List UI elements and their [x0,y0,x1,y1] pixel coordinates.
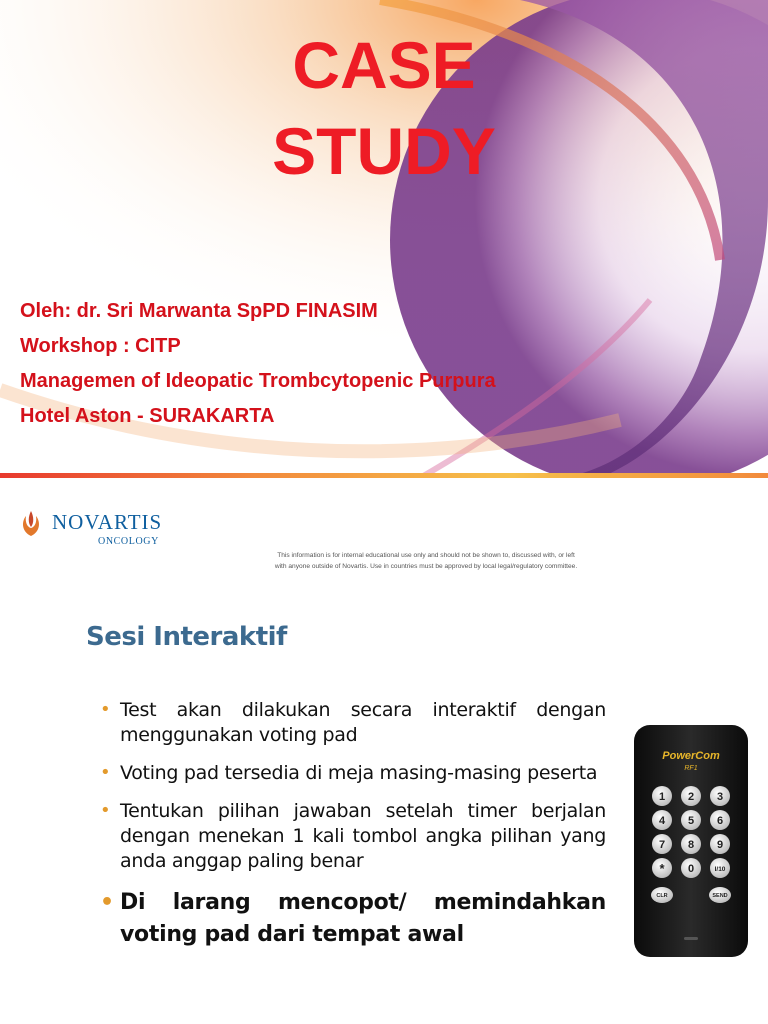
svg-text:5: 5 [687,815,695,827]
svg-text:SEND: SEND [712,893,728,899]
venue-line: Hotel Aston - SURAKARTA [20,405,275,427]
bullet-icon: • [100,762,111,783]
svg-text:CLR: CLR [656,893,668,899]
slide-title [200,22,568,194]
slide-sesi-interaktif [0,478,768,1024]
bullet-icon: • [100,890,114,915]
bullet-text: Voting pad tersedia di meja masing-masing peserta [120,762,598,784]
logo-subtitle: ONCOLOGY [98,536,159,547]
bullet-text: Test akan dilakukan secara interaktif dengan menggunakan voting pad [120,699,606,746]
key-4 [652,810,672,830]
bullet-icon: • [100,800,111,821]
svg-text:*: * [659,861,665,876]
bullet-text: Di larang mencopot/ memindahkan voting pad dari tempat awal [120,890,606,947]
key-1 [652,786,672,806]
svg-text:3: 3 [716,791,724,803]
remote-brand: PowerCom [662,750,720,762]
bullet-list [96,698,606,964]
presenter-info [20,300,540,437]
key-clr [651,887,673,903]
bullet-item [96,698,606,748]
disclaimer [226,550,626,572]
svg-text:6: 6 [716,815,724,827]
svg-text:1: 1 [658,791,666,803]
bullet-item-warning [96,887,606,951]
title-line-1: CASE [292,28,476,102]
svg-text:I/10: I/10 [714,866,726,873]
slide-case-study [0,0,768,478]
svg-text:8: 8 [687,839,695,851]
svg-text:0: 0 [687,863,695,875]
key-9 [710,834,730,854]
key-5 [681,810,701,830]
svg-text:4: 4 [658,815,666,827]
bullet-icon: • [100,699,111,720]
presenter-line: Oleh: dr. Sri Marwanta SpPD FINASIM [20,300,378,322]
key-send [709,887,731,903]
logo-wordmark: NOVARTIS [52,510,163,534]
bullet-item [96,761,606,786]
key-0 [681,858,701,878]
workshop-line: Workshop : CITP [20,335,181,357]
key-6 [710,810,730,830]
bullet-text: Tentukan pilihan jawaban setelah timer berjalan dengan menekan 1 kali tombol angka pilihan yang anda anggap paling benar [120,800,606,872]
remote-model: RF1 [684,765,698,772]
title-line-2: STUDY [272,114,496,188]
novartis-logo [16,504,196,554]
key-8 [681,834,701,854]
key-star [652,858,672,878]
svg-text:2: 2 [687,791,695,803]
novartis-flame-icon [16,508,46,538]
disclaimer-line-2: with anyone outside of Novartis. Use in countries must be approved by local legal/regulatory committee. [274,563,578,570]
svg-text:9: 9 [716,839,724,851]
section-heading: Sesi Interaktif [86,622,287,652]
disclaimer-line-1: This information is for internal educational use only and should not be shown to, discussed with, or left [277,552,575,559]
topic-line: Managemen of Ideopatic Trombcytopenic Purpura [20,370,496,392]
key-2 [681,786,701,806]
svg-text:7: 7 [658,839,666,851]
key-7 [652,834,672,854]
remote-led [684,937,698,940]
key-3 [710,786,730,806]
voting-pad-image [632,723,750,959]
key-i10 [710,858,730,878]
bullet-item [96,799,606,874]
